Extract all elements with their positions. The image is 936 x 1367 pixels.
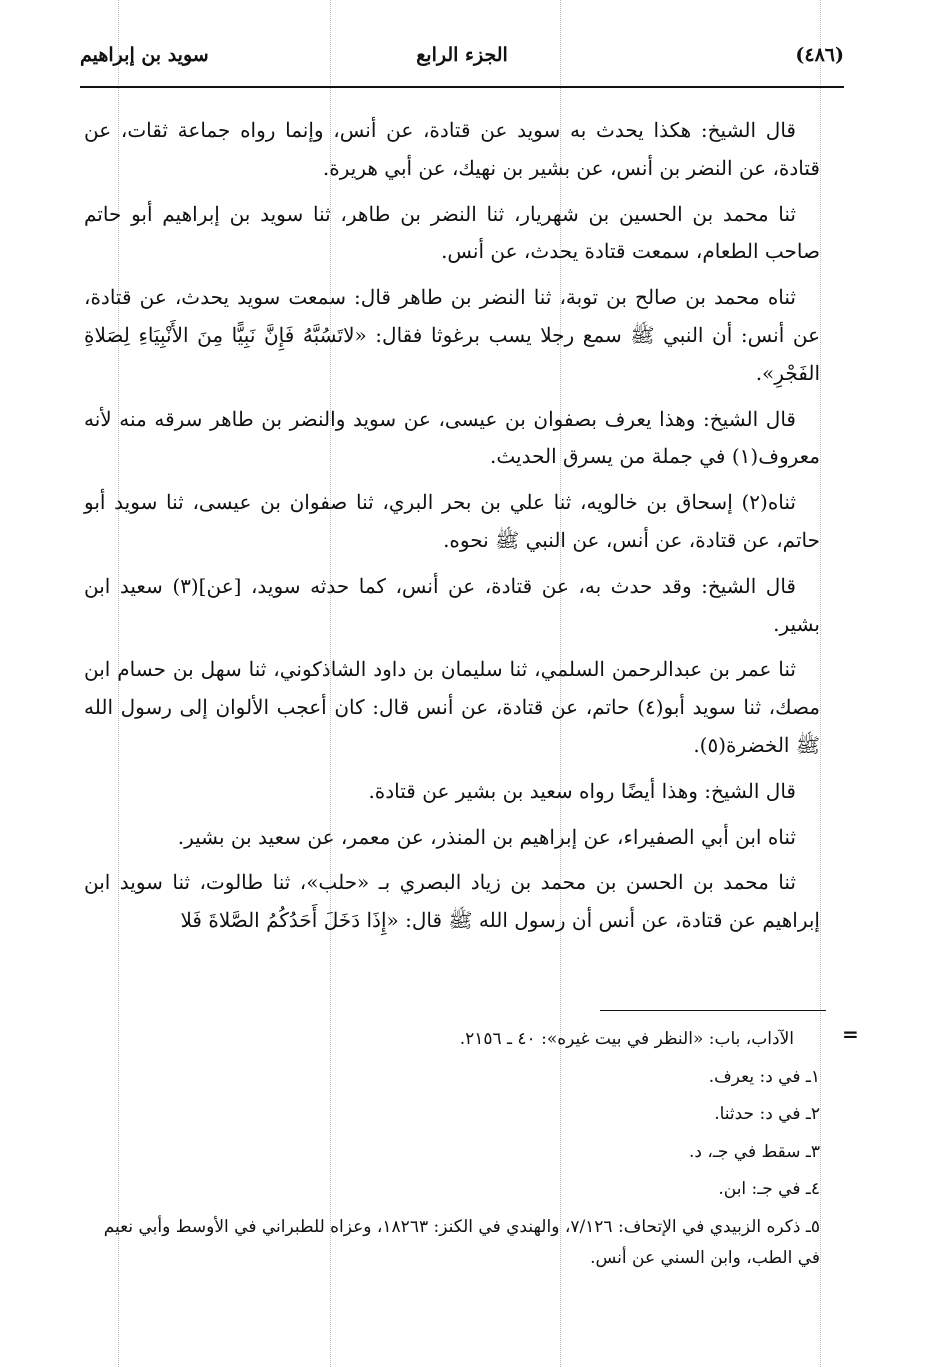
footnote: ١ـ في د: يعرف. xyxy=(708,1066,820,1087)
paragraph: ثنا عمر بن عبدالرحمن السلمي، ثنا سليمان بن داود الشاذكوني، ثنا سهل بن حسام ابن مصك، ثنا سويد أبو(٤) حاتم، عن قتادة، عن أنس قال: كان أعجب الألوان إلى رسول الله ﷺ الخضرة(٥). xyxy=(84,657,821,757)
footnote-rule xyxy=(600,1010,826,1011)
footnote-continuation: الآداب، باب: «النظر في بيت غيره»: ٤٠ ـ ٢١٥٦. xyxy=(459,1029,794,1049)
running-title: سويد بن إبراهيم xyxy=(80,44,209,66)
paragraph: قال الشيخ: وهذا أيضًا رواه سعيد بن بشير عن قتادة. xyxy=(368,778,796,803)
page-number: (٤٨٦) xyxy=(795,44,844,66)
footnote: ٢ـ في د: حدثنا. xyxy=(714,1104,820,1124)
scan-dot-line xyxy=(820,0,821,1367)
footnote: ٥ـ ذكره الزبيدي في الإتحاف: ٧/١٢٦، والهندي في الكنز: ١٨٢٦٣، وعزاه للطبراني في الأوسط وأبي نعيم في الطب، وابن السني عن أنس. xyxy=(103,1216,820,1268)
paragraph: ثناه ابن أبي الصفيراء، عن إبراهيم بن المنذر، عن معمر، عن سعيد بن بشير. xyxy=(177,824,796,849)
paragraph: ثنا محمد بن الحسين بن شهريار، ثنا النضر بن طاهر، ثنا سويد بن إبراهيم أبو حاتم صاحب الطعام، سمعت قتادة يحدث، عن أنس. xyxy=(84,201,820,264)
body-text xyxy=(84,112,820,948)
volume-title: الجزء الرابع xyxy=(416,44,508,66)
paragraph: ثنا محمد بن الحسن بن محمد بن زياد البصري بـ «حلب»، ثنا طالوت، ثنا سويد ابن إبراهيم عن قتادة، عن أنس أن رسول الله ﷺ قال: «إِذَا دَخَلَ أَحَدُكُمُ الصَّلاةَ فَلا xyxy=(84,870,820,933)
footnote: ٤ـ في جـ: ابن. xyxy=(718,1179,820,1199)
page-header xyxy=(80,42,844,82)
footnote: ٣ـ سقط في جـ، د. xyxy=(689,1141,820,1162)
paragraph: قال الشيخ: وهذا يعرف بصفوان بن عيسى، عن سويد والنضر بن طاهر سرقه منه لأنه معروف(١) في جملة من يسرق الحديث. xyxy=(84,406,820,469)
footnote-continuation-mark: = xyxy=(842,1022,859,1046)
paragraph: قال الشيخ: وقد حدث به، عن قتادة، عن أنس، كما حدثه سويد، [عن](٣) سعيد ابن بشير. xyxy=(84,573,820,636)
paragraph: ثناه(٢) إسحاق بن خالويه، ثنا علي بن بحر البري، ثنا صفوان بن عيسى، ثنا سويد أبو حاتم، عن قتادة، عن أنس، عن النبي ﷺ نحوه. xyxy=(84,490,820,552)
footnotes xyxy=(84,1024,820,1281)
header-rule xyxy=(80,86,844,88)
paragraph: ثناه محمد بن صالح بن توبة، ثنا النضر بن طاهر قال: سمعت سويد يحدث، عن قتادة، عن أنس: أن النبي ﷺ سمع رجلا يسب برغوثا فقال: «لاتَسُبَّهُ فَإِنَّ نَبِيًّا مِنَ الأَنْبِيَاءِ لِصَلاةِ الفَجْرِ». xyxy=(84,285,821,385)
paragraph: قال الشيخ: هكذا يحدث به سويد عن قتادة، عن أنس، وإنما رواه جماعة ثقات، عن قتادة، عن النضر بن أنس، عن بشير بن نهيك، عن أبي هريرة. xyxy=(84,118,820,180)
